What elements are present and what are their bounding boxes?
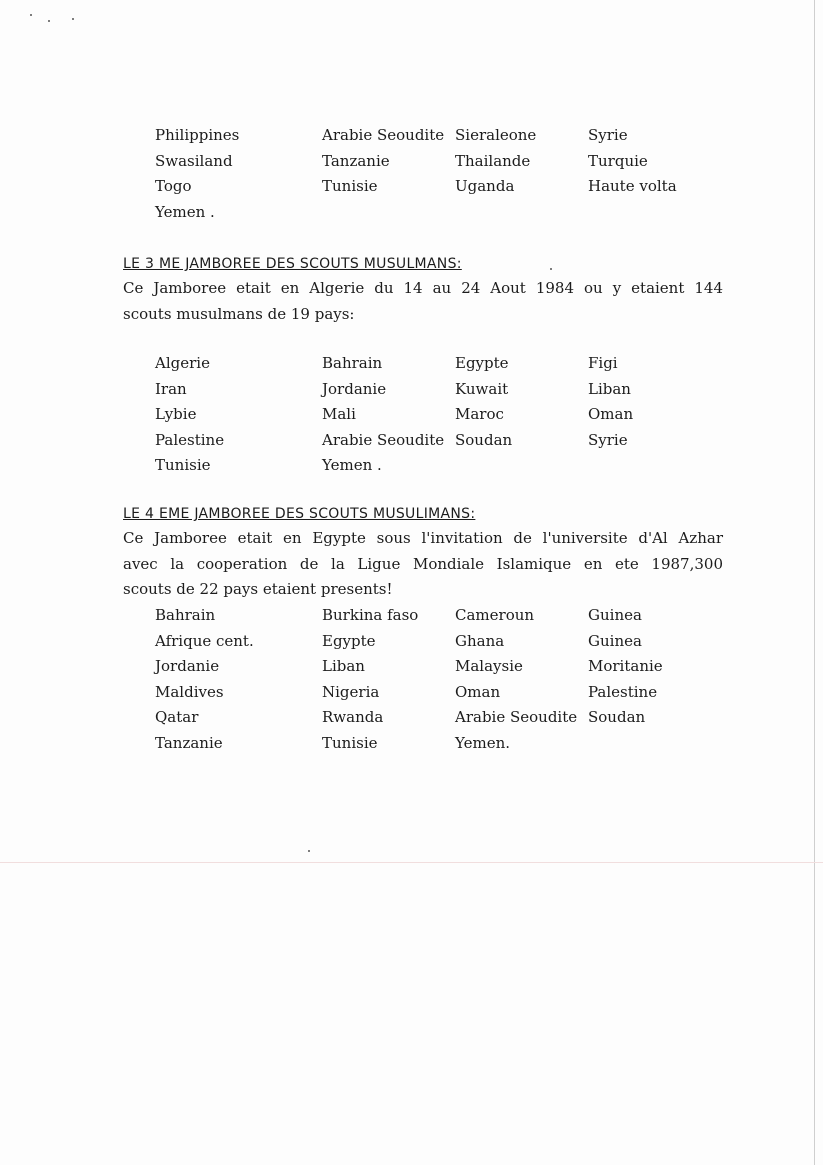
paragraph-line: Ce Jamboree etait en Algerie du 14 au 24 Aout 1984 ou y etaient 144 (123, 279, 723, 297)
paragraph-line: scouts de 22 pays etaient presents! (123, 580, 393, 598)
country-name: Tanzanie (322, 151, 390, 170)
list-row (155, 354, 715, 380)
country-name: Malaysie (455, 657, 523, 675)
country-name: Cameroun (455, 606, 535, 624)
scan-speck (550, 268, 552, 270)
country-name: Turquie (588, 151, 648, 170)
country-name: Algerie (155, 354, 210, 372)
country-name: Palestine (588, 682, 658, 701)
country-name: Ghana (455, 631, 505, 650)
country-name: Haute volta (588, 177, 677, 195)
country-name: Oman (455, 682, 501, 701)
list-row (155, 734, 715, 760)
country-name: Qatar (155, 708, 199, 726)
section-4-paragraph (123, 526, 723, 603)
country-name: Tanzanie (155, 733, 223, 752)
country-name: Liban (588, 379, 631, 398)
section-3-heading: LE 3 ME JAMBOREE DES SCOUTS MUSULMANS: (123, 256, 462, 272)
country-name: Oman (588, 405, 634, 423)
country-name: Rwanda (322, 708, 384, 726)
country-name: Liban (322, 657, 365, 675)
country-name: Togo (155, 177, 192, 195)
paragraph-line: scouts musulmans de 19 pays: (123, 304, 355, 323)
country-name: Maroc (455, 405, 504, 423)
country-name: Tunisie (322, 177, 378, 195)
country-name: Guinea (588, 606, 642, 624)
country-name: Burkina faso (322, 606, 419, 624)
country-list-3 (155, 354, 715, 482)
country-name: Thailande (455, 151, 531, 170)
country-name: Soudan (455, 430, 513, 449)
country-name: Yemen . (155, 202, 215, 221)
list-row (155, 708, 715, 734)
list-row (155, 657, 715, 683)
country-list-1 (155, 126, 715, 228)
scan-speck (30, 14, 32, 16)
country-name: Tunisie (322, 733, 378, 752)
list-row (155, 152, 715, 178)
country-name: Nigeria (322, 682, 380, 701)
list-row (155, 380, 715, 406)
list-row (155, 683, 715, 709)
country-name: Syrie (588, 126, 628, 144)
country-name: Lybie (155, 405, 197, 423)
country-name: Arabie Seoudite (455, 708, 578, 726)
paragraph-line: avec la cooperation de la Ligue Mondiale Islamique en ete 1987,300 (123, 554, 723, 573)
list-row (155, 203, 715, 229)
list-row (155, 606, 715, 632)
scan-speck (48, 20, 50, 22)
section-4-heading: LE 4 EME JAMBOREE DES SCOUTS MUSULIMANS: (123, 506, 476, 522)
list-row (155, 431, 715, 457)
country-name: Iran (155, 379, 187, 398)
country-name: Figi (588, 354, 618, 372)
list-row (155, 456, 715, 482)
country-name: Guinea (588, 631, 642, 650)
country-name: Yemen . (322, 456, 382, 474)
country-name: Bahrain (322, 354, 383, 372)
country-name: Uganda (455, 177, 515, 195)
country-name: Swasiland (155, 151, 233, 170)
paragraph-line: Ce Jamboree etait en Egypte sous l'invitation de l'universite d'Al Azhar (123, 529, 723, 547)
faint-rule (0, 862, 823, 863)
list-row (155, 405, 715, 431)
country-name: Bahrain (155, 606, 216, 624)
list-row (155, 126, 715, 152)
country-name: Arabie Seoudite (322, 126, 445, 144)
list-row (155, 632, 715, 658)
country-name: Soudan (588, 708, 646, 726)
country-name: Tunisie (155, 456, 211, 474)
country-name: Syrie (588, 430, 628, 449)
country-name: Moritanie (588, 657, 663, 675)
country-name: Egypte (322, 631, 376, 650)
page-edge-line (814, 0, 815, 1165)
list-row (155, 177, 715, 203)
country-name: Yemen. (455, 733, 511, 752)
country-name: Sieraleone (455, 126, 537, 144)
country-name: Arabie Seoudite (322, 430, 445, 449)
country-name: Mali (322, 405, 356, 423)
country-name: Jordanie (322, 379, 387, 398)
country-name: Jordanie (155, 657, 220, 675)
country-name: Kuwait (455, 379, 509, 398)
section-3-paragraph (123, 276, 723, 327)
country-name: Palestine (155, 430, 225, 449)
country-list-4 (155, 606, 715, 759)
country-name: Maldives (155, 682, 224, 701)
country-name: Philippines (155, 126, 240, 144)
scan-speck (72, 18, 74, 20)
country-name: Afrique cent. (155, 631, 254, 650)
scan-speck (308, 850, 310, 852)
country-name: Egypte (455, 354, 509, 372)
